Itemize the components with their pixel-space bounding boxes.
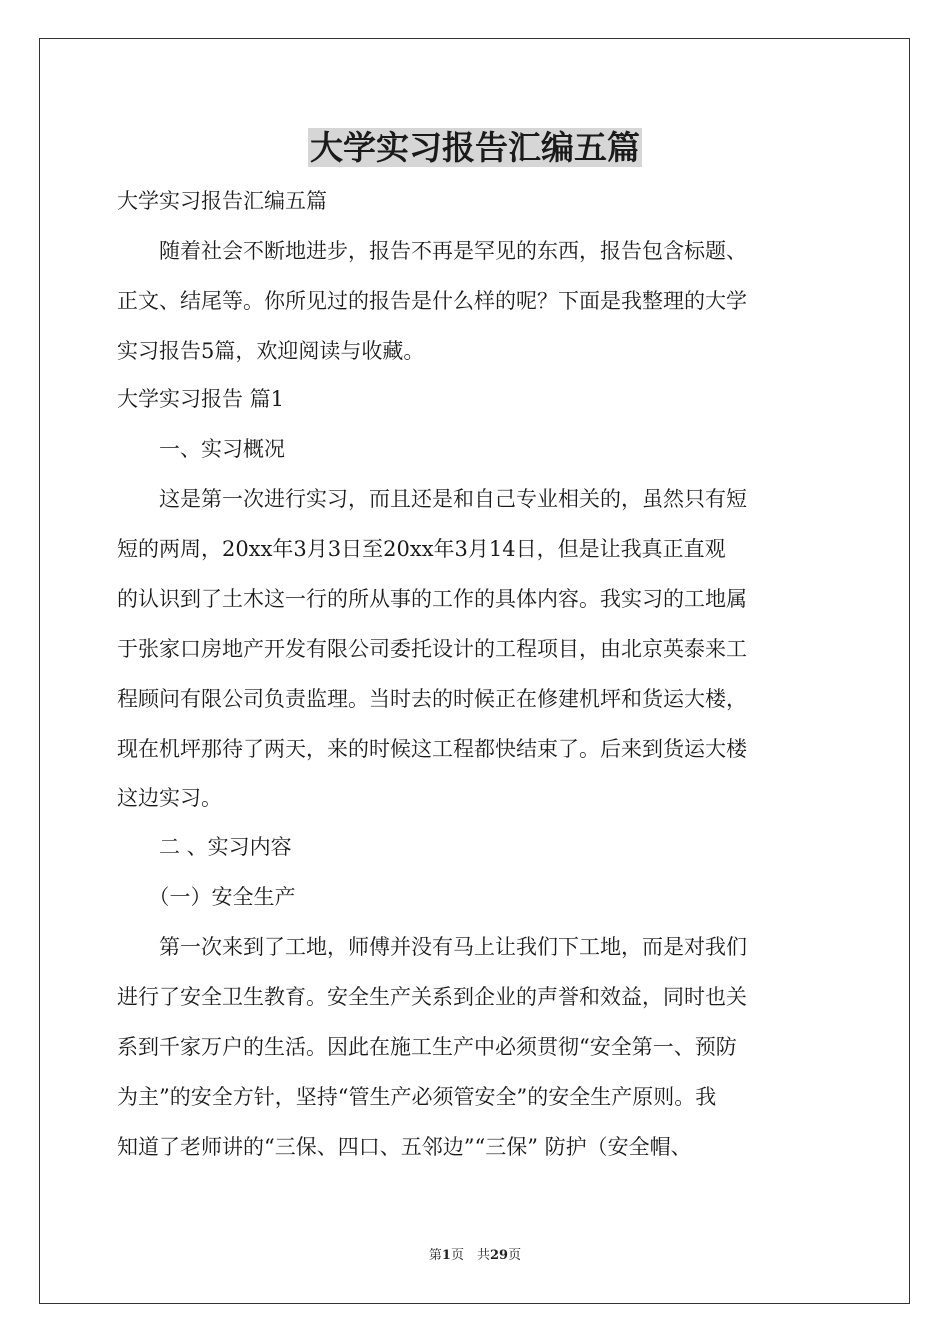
footer-prefix: 第 (428, 1248, 442, 1263)
paragraph-line: 实习报告5篇，欢迎阅读与收藏。 (117, 339, 425, 363)
paragraph-line: 短的两周，20xx年3月3日至20xx年3月14日，但是让我真正直观 (117, 537, 726, 561)
paragraph-line: 第一次来到了工地，师傅并没有马上让我们下工地，而是对我们 (117, 935, 747, 959)
paragraph-line: 程顾问有限公司负责监理。当时去的时候正在修建机坪和货运大楼， (117, 687, 747, 711)
footer-page-number: 1 (441, 1248, 451, 1263)
subtitle-line: 大学实习报告汇编五篇 (117, 189, 327, 213)
paragraph-line: 进行了安全卫生教育。安全生产关系到企业的声誉和效益，同时也关 (117, 985, 747, 1009)
paragraph-line: 正文、结尾等。你所见过的报告是什么样的呢？下面是我整理的大学 (117, 289, 747, 313)
section-heading: 大学实习报告 篇1 (117, 387, 285, 411)
page-footer (0, 1247, 950, 1265)
document-title-text: 大学实习报告汇编五篇 (310, 128, 640, 167)
paragraph-line: 现在机坪那待了两天，来的时候这工程都快结束了。后来到货运大楼 (117, 737, 747, 761)
footer-total-pages: 29 (489, 1248, 509, 1263)
document-title (0, 126, 950, 170)
subsection-heading: 一、实习概况 (117, 437, 285, 461)
paragraph-line: 这边实习。 (117, 786, 222, 810)
subsection-heading: （一）安全生产 (117, 885, 296, 909)
page-frame (39, 38, 910, 1304)
paragraph-line: 知道了老师讲的“三保、四口、五邻边”“三保” 防护（安全帽、 (117, 1135, 692, 1159)
paragraph-line: 为主”的安全方针，坚持“管生产必须管安全”的安全生产原则。我 (117, 1085, 717, 1109)
subsection-heading: 二 、实习内容 (117, 835, 292, 859)
paragraph-line: 系到千家万户的生活。因此在施工生产中必须贯彻“安全第一、预防 (117, 1035, 737, 1059)
footer-suffix: 页 (508, 1248, 522, 1263)
paragraph-line: 这是第一次进行实习，而且还是和自己专业相关的，虽然只有短 (117, 487, 747, 511)
paragraph-line: 随着社会不断地进步，报告不再是罕见的东西，报告包含标题、 (117, 239, 747, 263)
footer-middle: 页 共 (450, 1248, 490, 1263)
paragraph-line: 的认识到了土木这一行的所从事的工作的具体内容。我实习的工地属 (117, 587, 747, 611)
paragraph-line: 于张家口房地产开发有限公司委托设计的工程项目，由北京英泰来工 (117, 637, 747, 661)
